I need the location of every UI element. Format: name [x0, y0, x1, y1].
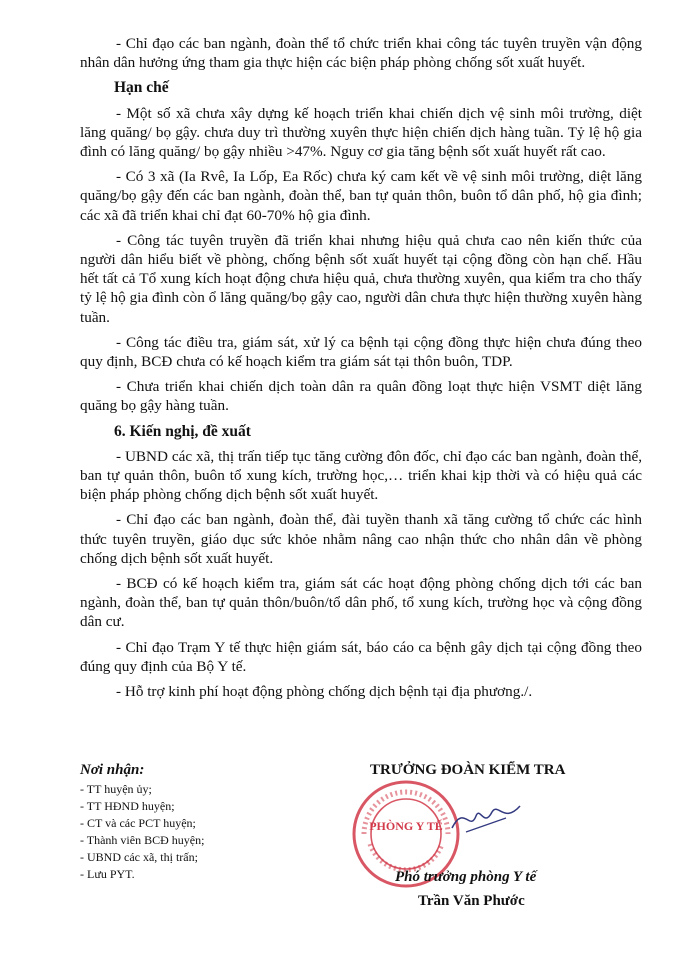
- recipients-block: [80, 762, 310, 883]
- recipient-item: - TT huyện ủy;: [80, 782, 152, 796]
- signatory-role: Phó trưởng phòng Y tế: [395, 869, 537, 885]
- recipient-item: - Lưu PYT.: [80, 867, 135, 881]
- paragraph: - Có 3 xã (Ia Rvê, Ia Lốp, Ea Rốc) chưa ký cam kết về vệ sinh môi trường, diệt lăng quăng/bọ gậy đến các ban ngành, đoàn thể, ban tự quản thôn, buôn tổ dân phố, hộ gia đình; các xã đã triển khai chỉ đạt 60-70% hộ gia đình.: [80, 168, 642, 224]
- paragraph: - UBND các xã, thị trấn tiếp tục tăng cường đôn đốc, chỉ đạo các ban ngành, đoàn thể, ban tự quản thôn, buôn tổ xung kích, trường học,… triển khai kịp thời và có hiệu quả các biện pháp phòng chống dịch bệnh sốt xuất huyết.: [80, 447, 642, 504]
- paragraph: - Công tác tuyên truyền đã triển khai nhưng hiệu quả chưa cao nên kiến thức của người dân hiểu biết về phòng, chống bệnh sốt xuất huyết tại cộng đồng còn hạn chế. Hầu hết tất cả Tổ xung kích hoạt động chưa hiệu quả, chưa thường xuyên, qua kiểm tra cho thấy tỷ lệ hộ gia đình còn ổ lăng quăng/bọ gậy cao, người dân chưa thực hiện thường xuyên hàng tuần.: [80, 231, 642, 326]
- recipient-item: - UBND các xã, thị trấn;: [80, 850, 198, 864]
- recipient-item: - Thành viên BCĐ huyện;: [80, 833, 205, 847]
- recipients-title: Nơi nhận:: [80, 762, 145, 778]
- paragraph: - Chưa triển khai chiến dịch toàn dân ra quân đồng loạt thực hiện VSMT diệt lăng quăng bọ gậy hàng tuần.: [80, 378, 642, 415]
- paragraph: - Một số xã chưa xây dựng kế hoạch triển khai chiến dịch vệ sinh môi trường, diệt lăng quăng/ bọ gậy. chưa duy trì thường xuyên thực hiện chiến dịch hàng tuần. Tỷ lệ hộ gia đình có lăng quăng/ bọ gậy nhiều >47%. Nguy cơ gia tăng bệnh sốt xuất huyết rất cao.: [80, 104, 642, 161]
- signatory-name: Trần Văn Phước: [418, 893, 525, 909]
- paragraph: - Công tác điều tra, giám sát, xử lý ca bệnh tại cộng đồng thực hiện chưa đúng theo quy định, BCĐ chưa có kế hoạch kiểm tra giám sát tại thôn buôn, TDP.: [80, 333, 642, 371]
- paragraph: - Chỉ đạo Trạm Y tế thực hiện giám sát, báo cáo ca bệnh gây dịch tại cộng đồng theo đúng quy định của Bộ Y tế.: [80, 638, 642, 675]
- recipient-item: - TT HĐND huyện;: [80, 799, 175, 813]
- recipient-item: - CT và các PCT huyện;: [80, 816, 196, 830]
- signature-title: TRƯỞNG ĐOÀN KIỂM TRA: [370, 762, 566, 778]
- section-heading-recommendations: 6. Kiến nghị, đề xuất: [114, 422, 251, 440]
- handwritten-signature: [446, 798, 526, 838]
- paragraph: - BCĐ có kế hoạch kiểm tra, giám sát các hoạt động phòng chống dịch tới các ban ngành, đoàn thể, ban tự quản thôn/buôn/tổ dân phố, tổ xung kích, trường học và cộng đồng dân cư.: [80, 575, 642, 631]
- paragraph: - Chỉ đạo các ban ngành, đoàn thể, đài tuyền thanh xã tăng cường tổ chức các hình thức tuyên truyền, giáo dục sức khỏe nhằm nâng cao nhận thức cho nhân dân về phòng chống dịch bệnh sốt xuất huyết.: [80, 511, 642, 567]
- paragraph: - Hỗ trợ kinh phí hoạt động phòng chống dịch bệnh tại địa phương./.: [116, 683, 533, 701]
- section-heading-limits: Hạn chế: [114, 79, 169, 97]
- paragraph: - Chỉ đạo các ban ngành, đoàn thể tổ chức triển khai công tác tuyên truyền vận động nhân dân hưởng ứng tham gia thực hiện các biện pháp phòng chống sốt xuất huyết.: [80, 35, 642, 72]
- stamp-text: PHÒNG Y TẾ: [369, 819, 443, 833]
- signature-block: [350, 762, 650, 952]
- document-footer: [80, 762, 642, 952]
